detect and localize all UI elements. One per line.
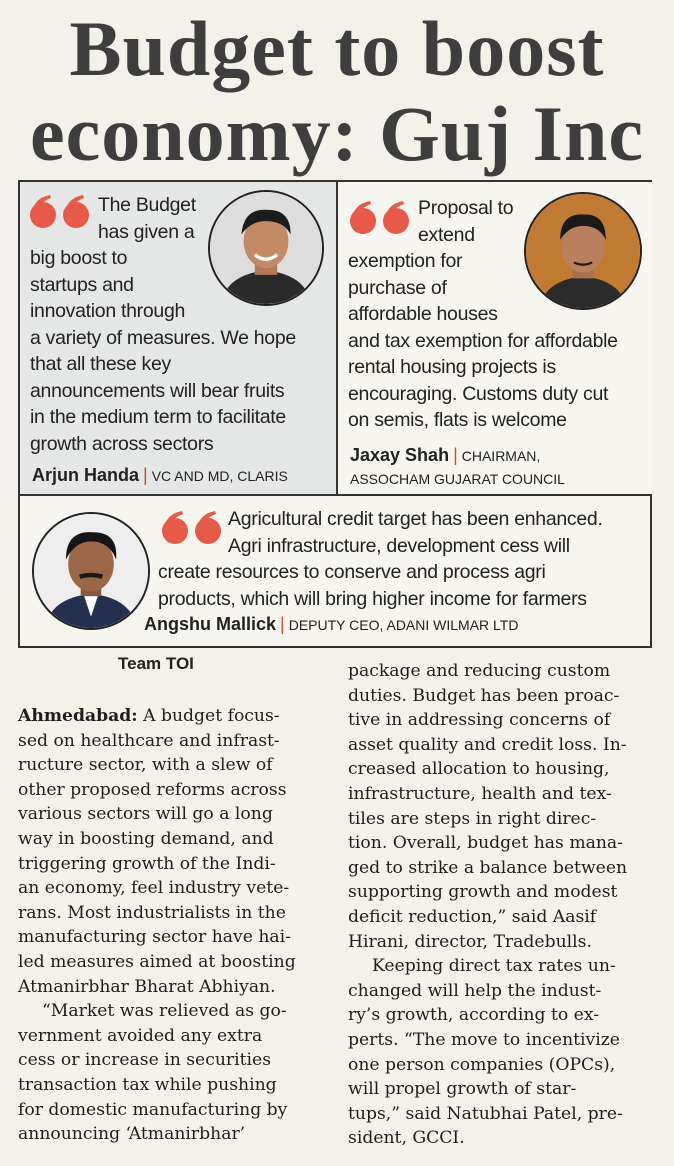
speaker-role: CHAIRMAN, (461, 448, 541, 464)
article-line: ructure sector, with a slew of (18, 755, 273, 776)
article-line: sed on healthcare and infrast- (18, 730, 280, 751)
quote-line: products, which will bring higher income for farmers (158, 587, 587, 610)
quote-line: Proposal to (418, 197, 514, 219)
article-line: asset quality and credit loss. In- (348, 734, 627, 755)
divider: | (280, 614, 285, 634)
quote-line: on semis, flats is welcome (348, 409, 567, 431)
article-line: cess or increase in securities (18, 1050, 272, 1071)
article-column-left (18, 704, 318, 1147)
speaker-role: VC AND MD, CLARIS (151, 468, 288, 484)
quote-line: startups and (30, 273, 134, 296)
article-line: Atmanirbhar Bharat Abhiyan. (18, 976, 276, 997)
dateline: Ahmedabad: (18, 706, 138, 726)
quote-line: has given a (98, 220, 195, 243)
article-line: sident, GCCI. (348, 1128, 465, 1149)
quote-box-angshu-mallick (20, 496, 650, 646)
avatar-angshu-mallick (32, 512, 150, 630)
article-line: manufacturing sector have hai- (18, 927, 291, 948)
article-column-right (348, 659, 652, 1151)
speaker-role-org: ASSOCHAM GUJARAT COUNCIL (350, 471, 565, 487)
headline-line-2: economy: Guj Inc (30, 90, 644, 177)
quote-line: encouraging. Customs duty cut (348, 382, 609, 405)
article-line: creased allocation to housing, (348, 759, 610, 780)
headline-line-1: Budget to boost (69, 5, 605, 92)
attribution-jaxay-shah (350, 444, 565, 490)
article-line: ry’s growth, according to ex- (348, 1005, 600, 1026)
quote-line: exemption for (348, 250, 463, 272)
article-line: other proposed reforms across (18, 779, 287, 800)
article-line: way in boosting demand, and (18, 828, 274, 849)
quote-line: The Budget (98, 194, 196, 216)
quote-line: announcements will bear fruits (30, 379, 285, 402)
article-line: for domestic manufacturing by (18, 1099, 288, 1120)
quote-line: in the medium term to facilitate (30, 406, 286, 428)
speaker-name: Angshu Mallick (144, 614, 277, 634)
quote-line: that all these key (30, 353, 171, 375)
article-line: tion. Overall, budget has mana- (348, 833, 623, 854)
article-line: tive in addressing concerns of (348, 710, 611, 731)
article-line: Hirani, director, Tradebulls. (348, 931, 592, 952)
article-line: “Market was relieved as go- (42, 1001, 287, 1022)
speaker-name: Jaxay Shah (350, 445, 450, 465)
byline: Team TOI (118, 654, 194, 673)
article-line: announcing ‘Atmanirbhar’ (18, 1124, 246, 1145)
speaker-role: DEPUTY CEO, ADANI WILMAR LTD (288, 617, 519, 633)
article-line: package and reducing custom (348, 661, 611, 681)
article-line: led measures aimed at boosting (18, 951, 296, 972)
article-line: rans. Most industrialists in the (18, 902, 286, 923)
article-line: will propel growth of star- (348, 1079, 577, 1100)
quote-line: growth across sectors (30, 432, 214, 455)
article-line: infrastructure, health and tex- (348, 783, 612, 804)
attribution-arjun-handa (32, 465, 288, 486)
quote-line: purchase of (348, 276, 447, 299)
article-line: duties. Budget has been proac- (348, 685, 620, 706)
article-line: various sectors will go a long (18, 804, 273, 825)
article-line: transaction tax while pushing (18, 1074, 277, 1095)
quote-box-jaxay-shah (338, 182, 652, 496)
quote-line: Agricultural credit target has been enhanced. (228, 508, 603, 530)
article-line: tups,” said Natubhai Patel, pre- (348, 1103, 623, 1124)
quote-line: create resources to conserve and process agri (158, 561, 546, 583)
quote-line: innovation through (30, 300, 186, 322)
article-line: Ahmedabad: A budget focus- (18, 706, 280, 726)
article-line: supporting growth and modest (348, 882, 618, 903)
article-line: one person companies (OPCs), (348, 1054, 616, 1075)
quote-line: rental housing projects is (348, 356, 556, 378)
quote-line: extend (418, 223, 475, 246)
article-line: deficit reduction,” said Aasif (348, 906, 597, 927)
divider: | (143, 465, 148, 485)
quote-line: affordable houses (348, 303, 498, 325)
quote-box-arjun-handa (20, 182, 338, 496)
article-line: an economy, feel industry vete- (18, 878, 290, 899)
article-line: vernment avoided any extra (18, 1025, 263, 1046)
quote-line: a variety of measures. We hope (30, 326, 296, 349)
quote-line: and tax exemption for affordable (348, 329, 618, 352)
article-line: changed will help the indust- (348, 980, 602, 1001)
quote-line: big boost to (30, 247, 128, 269)
article-line: Keeping direct tax rates un- (372, 956, 616, 977)
article-line: ged to strike a balance between (348, 857, 628, 878)
attribution-angshu-mallick (144, 614, 518, 635)
article-line: tiles are steps in right direc- (348, 808, 597, 829)
article-line: perts. “The move to incentivize (348, 1029, 620, 1050)
divider: | (453, 445, 458, 465)
speaker-name: Arjun Handa (32, 465, 140, 485)
quotes-panel (18, 180, 652, 648)
article-line: triggering growth of the Indi- (18, 853, 276, 874)
quote-line: Agri infrastructure, development cess will (228, 534, 570, 557)
